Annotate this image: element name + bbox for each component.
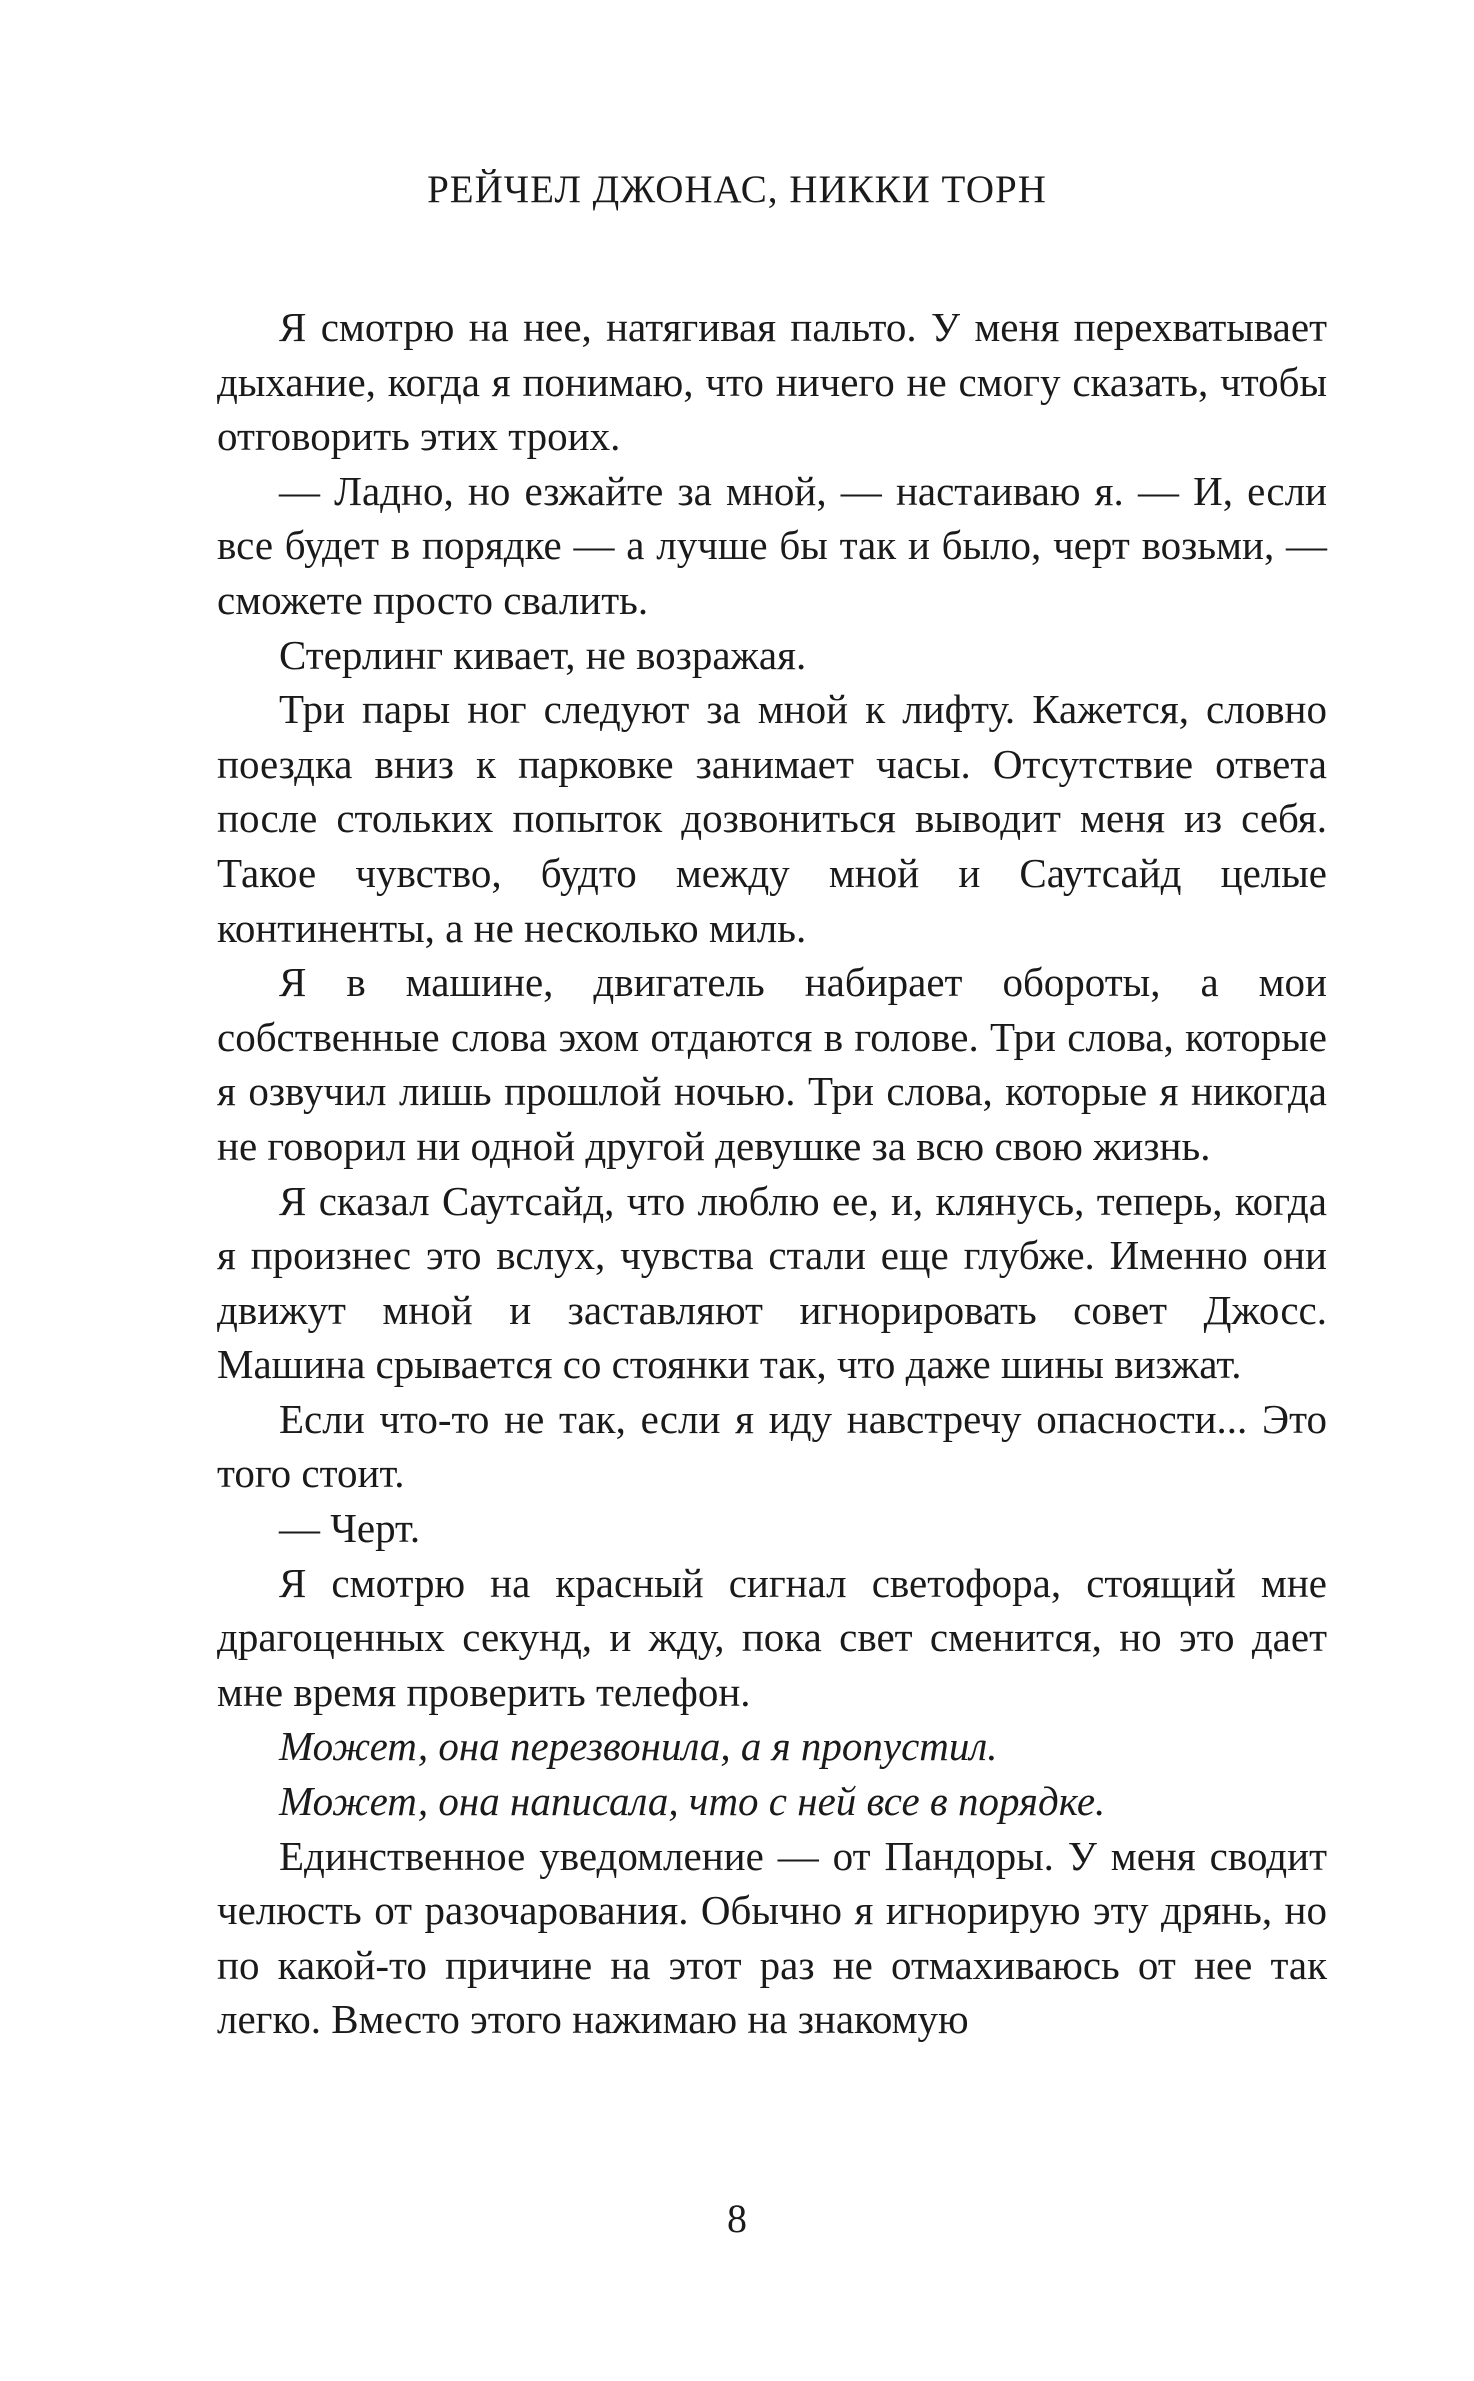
paragraph: Я смотрю на нее, натягивая пальто. У меня перехватывает дыхание, когда я понимаю, что ничего не смогу сказать, чтобы отговорить этих троих. bbox=[217, 304, 1327, 460]
paragraph: Я в машине, двигатель набирает обороты, а мои собственные слова эхом отдаются в голове. Три слова, которые я озвучил лишь прошлой ночью. Три слова, которые я никогда не говорил ни одной другой девушке за всю свою жизнь. bbox=[217, 959, 1327, 1169]
paragraph: Я смотрю на красный сигнал светофора, стоящий мне драгоценных секунд, и жду, пока свет сменится, но это дает мне время проверить телефон. bbox=[217, 1559, 1327, 1715]
paragraph-italic: Может, она написала, что с ней все в порядке. bbox=[279, 1778, 1106, 1825]
page-number: 8 bbox=[727, 2196, 747, 2241]
paragraph: — Ладно, но езжайте за мной, — настаиваю я. — И, если все будет в порядке — а лучше бы так и было, черт возьми, — сможете просто свалить. bbox=[217, 467, 1327, 623]
paragraph: Стерлинг кивает, не возражая. bbox=[279, 631, 807, 678]
body-text bbox=[217, 300, 1327, 2047]
paragraph: Если что-то не так, если я иду навстречу опасности... Это того стоит. bbox=[217, 1395, 1327, 1497]
paragraph-italic: Может, она перезвонила, а я пропустил. bbox=[279, 1723, 998, 1770]
paragraph: Три пары ног следуют за мной к лифту. Кажется, словно поездка вниз к парковке занимает часы. Отсутствие ответа после стольких попыток дозвониться выводит меня из себя. Такое чувство, будто между мной и Саутсайд целые континенты, а не несколько миль. bbox=[217, 686, 1327, 951]
paragraph: — Черт. bbox=[279, 1505, 421, 1552]
paragraph: Единственное уведомление — от Пандоры. У меня сводит челюсть от разочарования. Обычно я игнорирую эту дрянь, но по какой-то причине на этот раз не отмахиваюсь от нее так легко. Вместо этого нажимаю на знакомую bbox=[217, 1832, 1327, 2043]
running-head: РЕЙЧЕЛ ДЖОНАС, НИККИ ТОРН bbox=[427, 168, 1047, 211]
paragraph: Я сказал Саутсайд, что люблю ее, и, клянусь, теперь, когда я произнес это вслух, чувства стали еще глубже. Именно они движут мной и заставляют игнорировать совет Джосс. Машина срывается со стоянки так, что даже шины визжат. bbox=[217, 1177, 1327, 1388]
